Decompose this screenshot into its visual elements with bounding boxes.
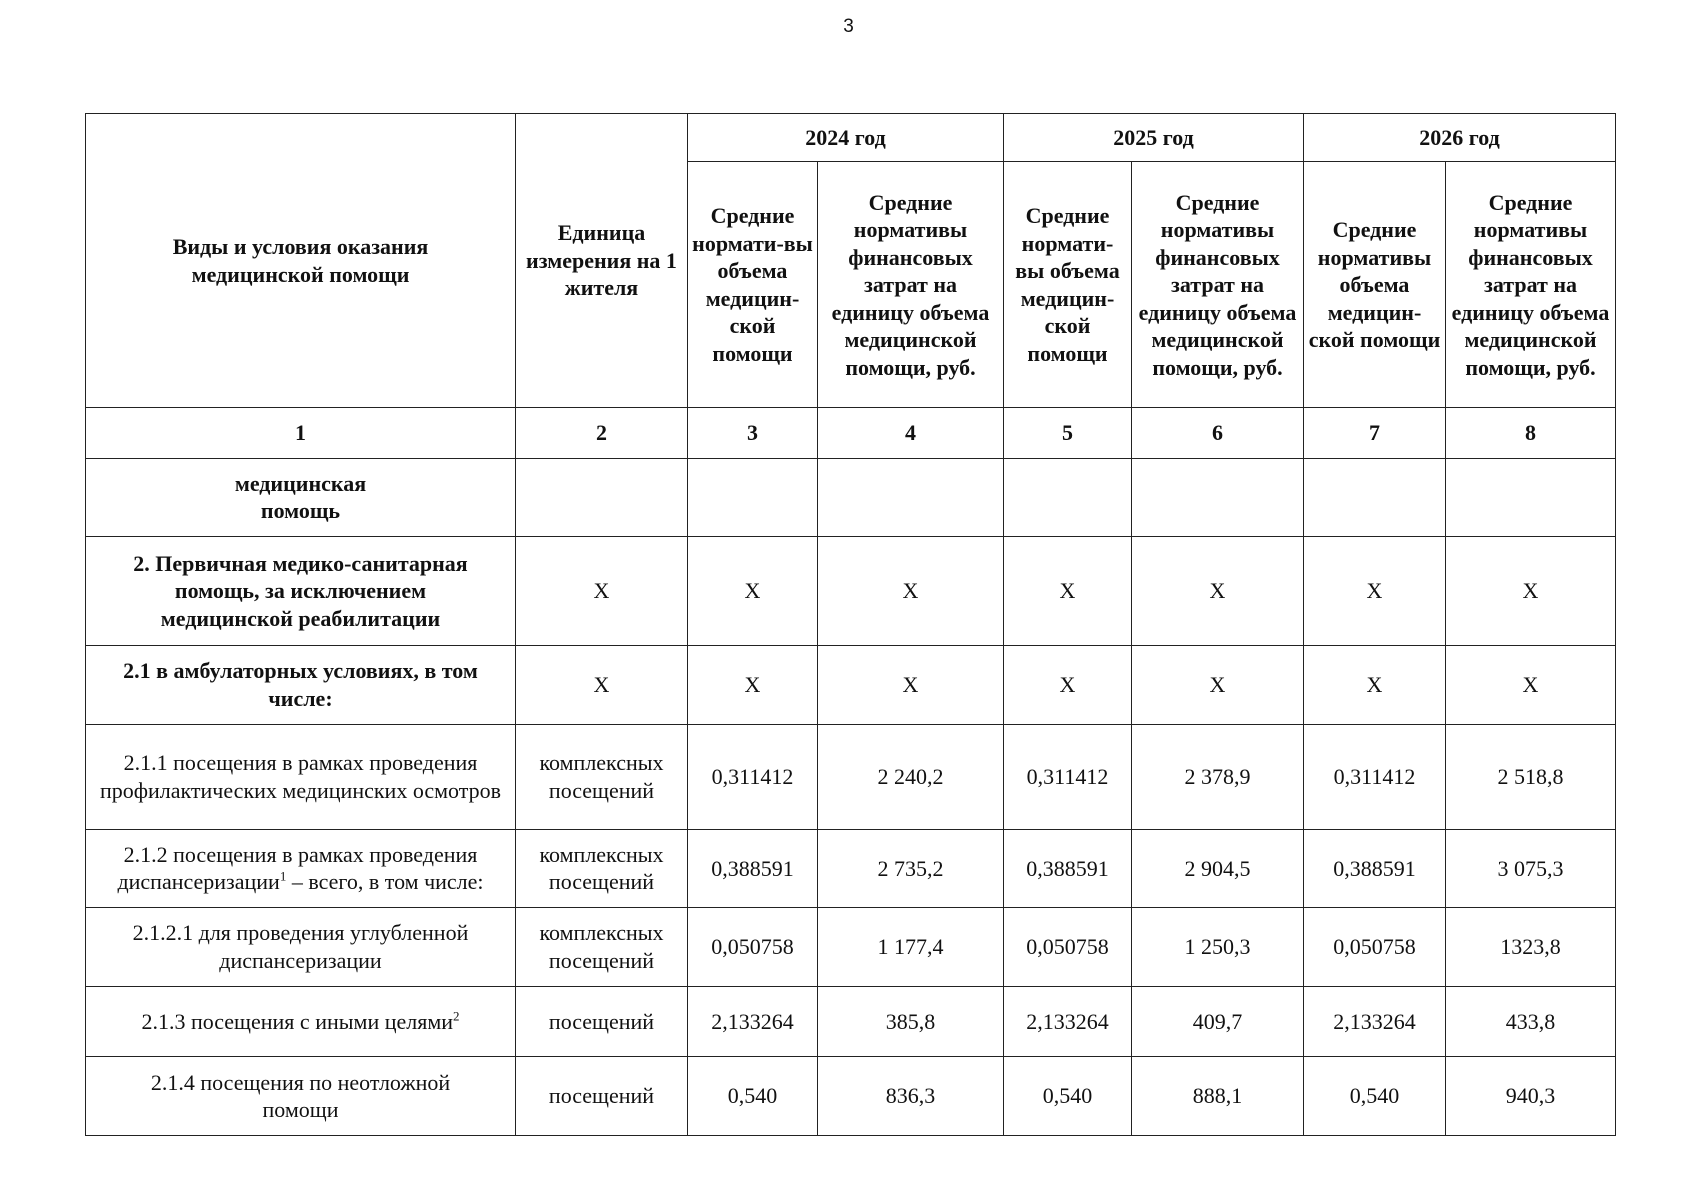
header-volume-2026: Средние нормативы объема медицин-ской помощи: [1304, 162, 1446, 408]
table-cell: X: [516, 646, 688, 725]
unit-cell: комплексных посещений: [516, 724, 688, 829]
table-cell: [818, 458, 1004, 537]
table-cell: X: [1132, 646, 1304, 725]
table-cell: [688, 458, 818, 537]
table-cell: X: [818, 646, 1004, 725]
table-cell: [1304, 458, 1446, 537]
table-cell: 0,050758: [1004, 908, 1132, 987]
table-cell: 0,540: [1304, 1057, 1446, 1136]
table-cell: 0,388591: [1004, 829, 1132, 908]
page-number: 3: [843, 16, 854, 37]
row-label: 2.1.4 посещения по неотложной помощи: [86, 1057, 516, 1136]
column-number: 5: [1004, 408, 1132, 458]
table-row: [86, 908, 1616, 987]
table-cell: 0,540: [688, 1057, 818, 1136]
table-row: [86, 537, 1616, 646]
table-cell: 0,050758: [688, 908, 818, 987]
row-label: 2. Первичная медико-санитарная помощь, за исключением медицинской реабилитации: [86, 537, 516, 646]
table-cell: [1132, 458, 1304, 537]
table-cell: 2 240,2: [818, 724, 1004, 829]
header-year-2025: 2025 год: [1004, 114, 1304, 162]
table-cell: 2,133264: [1004, 986, 1132, 1057]
row-label: медицинская помощь: [86, 458, 516, 537]
table-cell: X: [1004, 646, 1132, 725]
table-cell: X: [688, 646, 818, 725]
table-cell: X: [1304, 537, 1446, 646]
table-cell: [1446, 458, 1616, 537]
header-unit: Единица измерения на 1 жителя: [516, 114, 688, 408]
table-cell: 433,8: [1446, 986, 1616, 1057]
footnote-ref: 2: [453, 1008, 460, 1024]
table-cell: 888,1: [1132, 1057, 1304, 1136]
header-cost-2026: Средние нормативы финансовых затрат на единицу объема медицинской помощи, руб.: [1446, 162, 1616, 408]
table-row: [86, 986, 1616, 1057]
table-cell: 1323,8: [1446, 908, 1616, 987]
table-cell: 2 378,9: [1132, 724, 1304, 829]
table-cell: X: [1132, 537, 1304, 646]
table-cell: 2,133264: [1304, 986, 1446, 1057]
table-cell: 0,311412: [1004, 724, 1132, 829]
row-label: [86, 986, 516, 1057]
table-cell: 2 518,8: [1446, 724, 1616, 829]
unit-cell: посещений: [516, 986, 688, 1057]
standards-table: [85, 113, 1616, 1136]
table-cell: 0,311412: [1304, 724, 1446, 829]
table-cell: 836,3: [818, 1057, 1004, 1136]
header-volume-2024: Средние нормати-вы объема медицин-ской помощи: [688, 162, 818, 408]
table-cell: 385,8: [818, 986, 1004, 1057]
table-cell: X: [688, 537, 818, 646]
row-label: 2.1.1 посещения в рамках проведения профилактических медицинских осмотров: [86, 724, 516, 829]
row-label: [86, 829, 516, 908]
row-label: 2.1 в амбулаторных условиях, в том числе:: [86, 646, 516, 725]
table-cell: [516, 458, 688, 537]
table-cell: X: [1304, 646, 1446, 725]
table-cell: X: [1446, 537, 1616, 646]
table-row: [86, 829, 1616, 908]
table-cell: 0,388591: [1304, 829, 1446, 908]
table-cell: 1 177,4: [818, 908, 1004, 987]
column-number: 6: [1132, 408, 1304, 458]
column-number: 3: [688, 408, 818, 458]
column-number: 1: [86, 408, 516, 458]
table-cell: 2 904,5: [1132, 829, 1304, 908]
table-cell: 1 250,3: [1132, 908, 1304, 987]
row-label-tail: – всего, в том числе:: [286, 869, 484, 895]
unit-cell: комплексных посещений: [516, 829, 688, 908]
table-cell: 0,050758: [1304, 908, 1446, 987]
table-cell: 2,133264: [688, 986, 818, 1057]
table-cell: 409,7: [1132, 986, 1304, 1057]
column-number: 8: [1446, 408, 1616, 458]
table-cell: 3 075,3: [1446, 829, 1616, 908]
table-cell: X: [818, 537, 1004, 646]
table-cell: [1004, 458, 1132, 537]
column-number: 7: [1304, 408, 1446, 458]
table-cell: X: [516, 537, 688, 646]
unit-cell: посещений: [516, 1057, 688, 1136]
table-row: [86, 724, 1616, 829]
table-row: [86, 1057, 1616, 1136]
table-row: [86, 458, 1616, 537]
header-year-2026: 2026 год: [1304, 114, 1616, 162]
column-number: 2: [516, 408, 688, 458]
column-number: 4: [818, 408, 1004, 458]
table-cell: X: [1446, 646, 1616, 725]
row-label-text: 2.1.3 посещения с иными целями: [141, 1008, 454, 1034]
header-care-types: Виды и условия оказания медицинской помощи: [86, 114, 516, 408]
header-cost-2025: Средние нормативы финансовых затрат на единицу объема медицинской помощи, руб.: [1132, 162, 1304, 408]
table-cell: 2 735,2: [818, 829, 1004, 908]
table-cell: 0,540: [1004, 1057, 1132, 1136]
table-cell: X: [1004, 537, 1132, 646]
header-cost-2024: Средние нормативы финансовых затрат на единицу объема медицинской помощи, руб.: [818, 162, 1004, 408]
row-label: 2.1.2.1 для проведения углубленной диспансеризации: [86, 908, 516, 987]
unit-cell: комплексных посещений: [516, 908, 688, 987]
table-row: [86, 646, 1616, 725]
footnote-ref: 1: [279, 869, 287, 885]
row-label-text: 2.1.2 посещения в рамках проведения диспансеризации: [117, 841, 478, 895]
table-cell: 0,311412: [688, 724, 818, 829]
table-cell: 0,388591: [688, 829, 818, 908]
table-cell: 940,3: [1446, 1057, 1616, 1136]
header-year-2024: 2024 год: [688, 114, 1004, 162]
header-volume-2025: Средние нормати-вы объема медицин-ской помощи: [1004, 162, 1132, 408]
